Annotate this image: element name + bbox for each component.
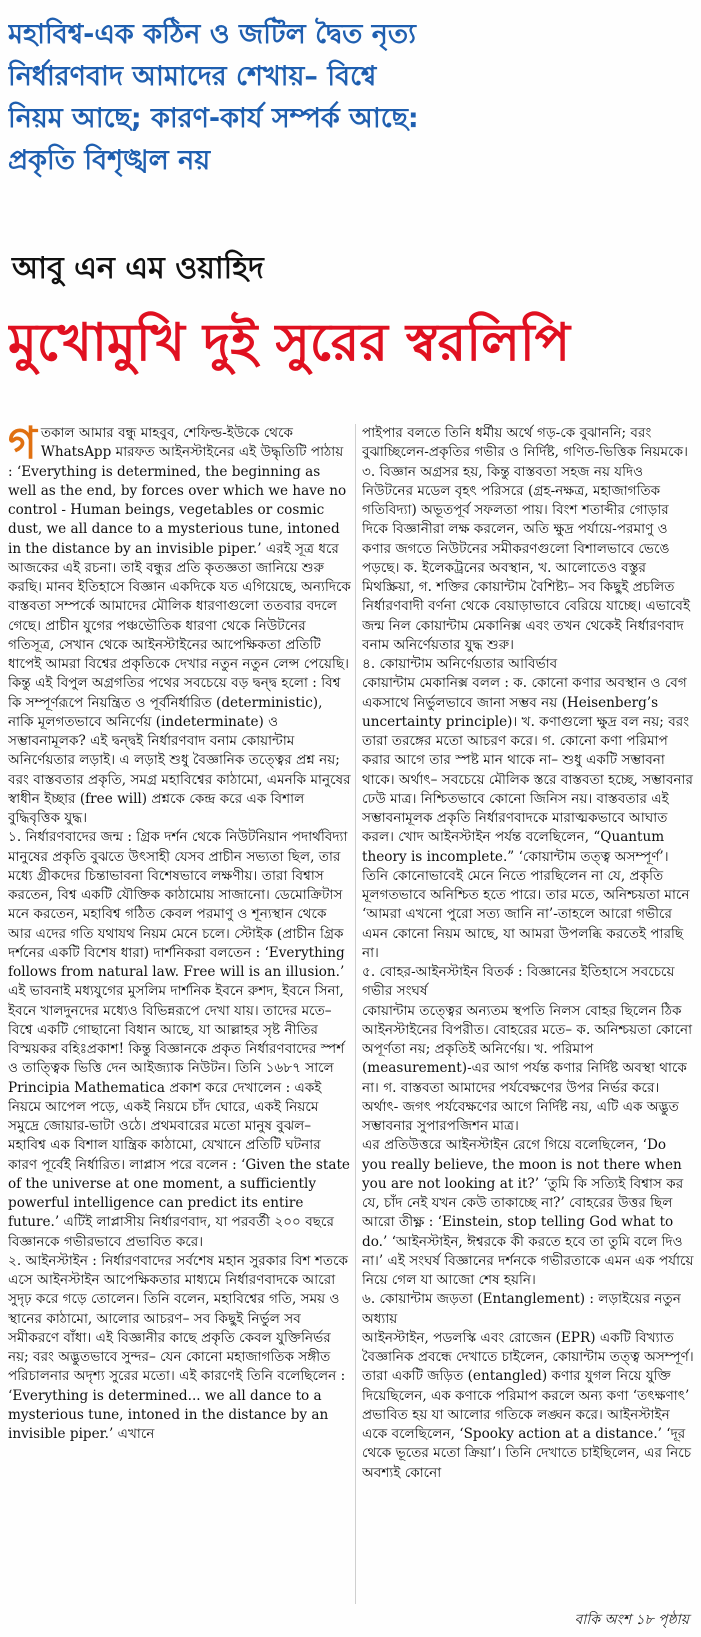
- paragraph: কোয়ান্টাম মেকানিক্স বলল : ক. কোনো কণার অবস্থান ও বেগ একসাথে নির্ভুলভাবে জানা সম্ভব নয় (Heisenberg’s uncertainty principle)। খ. কণাগুলো ক্ষুদ্র বল নয়; বরং তারা তরঙ্গের মতো আচরণ করে। গ. কোনো কণা পরিমাপ করার আগে তার স্পষ্ট মান থাকে না– শুধু একটি সম্ভাবনা থাকে। অর্থাৎ– সবচেয়ে মৌলিক স্তরে বাস্তবতা হচ্ছে, সম্ভাবনার ঢেউ মাত্র। নিশ্চিতভাবে কোনো জিনিস নয়। বাস্তবতার এই সম্ভাবনামূলক প্রকৃতি নির্ধারণবাদকে মারাত্মকভাবে আঘাত করল। খোদ আইনস্টাইন পর্যন্ত বলেছিলেন, “Quantum theory is incomplete.” ‘কোয়ান্টাম তত্ত্ব অসম্পূর্ণ’। তিনি কোনোভাবেই মেনে নিতে পারছিলেন না যে, প্রকৃতি মূলগতভাবে অনিশ্চিত হতে পারে। তার মতে, অনিশ্চয়তা মানে ‘আমরা এখনো পুরো সত্য জানি না’-তাহলে আরো গভীরে এমন কোনো নিয়ম আছে, যা আমরা উপলব্ধি করতেই পারছি না।: [362, 675, 693, 961]
- right-column: [362, 424, 694, 1594]
- paragraph: মানুষের প্রকৃতি বুঝতে উৎসাহী যেসব প্রাচীন সভ্যতা ছিল, তার মধ্যে গ্রীকদের চিন্তাভাবনা বিশেষভাবে লক্ষণীয়। তারা বিশ্বাস করতেন, বিশ্ব একটি যৌক্তিক কাঠামোয় সাজানো। ডেমোক্রিটাস মনে করতেন, মহাবিশ্ব গঠিত কেবল পরমাণু ও শূন্যস্থান থেকে আর এদের গতি যথাযথ নিয়ম মেনে চলে। স্টোইক (প্রাচীন গ্রিক দর্শনের একটি বিশেষ ধারা) দার্শনিকরা বলতেন : ‘Everything follows from natural law. Free will is an illusion.’: [8, 848, 345, 980]
- paragraph: ২. আইনস্টাইন : নির্ধারণবাদের সর্বশেষ মহান সুরকার বিশ শতকে এসে আইনস্টাইন আপেক্ষিকতার মাধ্যমে নির্ধারণবাদকে আরো সুদৃঢ় করে গড়ে তোলেন। তিনি বলেন, মহাবিশ্বের গতি, সময় ও স্থানের কাঠামো, আলোর আচরণ– সব কিছুই নির্ভুল সব সমীকরণে বাঁধা। এই বিজ্ঞানীর কাছে প্রকৃতি কেবল যুক্তিনির্ভর নয়; বরং অদ্ভুতভাবে সুন্দর– যেন কোনো মহাজাগতিক সঙ্গীত পরিচালনার অদৃশ্য সুরের মতো। এই কারণেই তিনি বলেছিলেন : ‘Everything is determined... we all dance to a mysterious tune, intoned in the distance by an invisible piper.’ এখানে: [8, 1252, 349, 1442]
- deck-line: প্রকৃতি বিশৃঙ্খল নয়: [8, 145, 211, 176]
- continued-on-page: বাকি অংশ ১৮ পৃষ্ঠায়: [574, 1612, 689, 1628]
- paragraph: এর প্রতিউত্তরে আইনস্টাইন রেগে গিয়ে বলেছিলেন, ‘Do you really believe, the moon is not there when you are not looking at it?’ ‘তুমি কি সত্যিই বিশ্বাস কর যে, চাঁদ নেই যখন কেউ তাকাচ্ছে না?’ বোহরের উত্তর ছিল আরো তীক্ষ্ণ : ‘Einstein, stop telling God what to do.’ ‘আইনস্টাইন, ঈশ্বরকে কী করতে হবে তা তুমি বলে দিও না।’ এই সংঘর্ষ বিজ্ঞানের দর্শনকে গভীরতাকে এমন এক পর্যায়ে নিয়ে গেল যা আজো শেষ হয়নি।: [362, 1137, 694, 1288]
- article-deck: [8, 14, 693, 182]
- paragraph: আইনস্টাইন, পডলস্কি এবং রোজেন (EPR) একটি বিখ্যাত বৈজ্ঞানিক প্রবন্ধে দেখাতে চাইলেন, কোয়ান্টাম তত্ত্ব অসম্পূর্ণ। তারা একটি জড়িত (entangled) কণার যুগল নিয়ে যুক্তি দিয়েছিলেন, এক কণাকে পরিমাপ করলে অন্য কণা ‘তৎক্ষণাৎ’ প্রভাবিত হয় যা আলোর গতিকে লঙ্ঘন করে। আইনস্টাইন একে বলেছিলেন, ‘Spooky action at a distance.’ ‘দূর থেকে ভূতের মতো ক্রিয়া’। তিনি দেখাতে চাইছিলেন, এর নিচে অবশ্যই কোনো: [362, 1329, 694, 1481]
- author-byline: আবু এন এম ওয়াহিদ: [12, 251, 264, 286]
- article-headline: মুখোমুখি দুই সুরের স্বরলিপি: [8, 313, 571, 373]
- paragraph: গতকাল আমার বন্ধু মাহবুব, শেফিল্ড-ইউকে থেকে WhatsApp মারফত আইনস্টাইনের এই উদ্ধৃতিটি পাঠায় : ‘Everything is determined, the beginning as well as the end, by forces over which we have no control - Human beings, vegetables or cosmic dust, we all dance to a mysterious tune, intoned in the distance by an invisible piper.’ এরই সূত্র ধরে আজকের এই রচনা। তাই বন্ধুর প্রতি কৃতজ্ঞতা জানিয়ে শুরু করছি। মানব ইতিহাসে বিজ্ঞান একদিকে যত এগিয়েছে, অন্যদিকে বাস্তবতা সম্পর্কে আমাদের মৌলিক ধারণাগুলো ততবার বদলে গেছে। প্রাচীন যুগের পঞ্চভৌতিক ধারণা থেকে নিউটনের গতিসূত্র, সেখান থেকে আইনস্টাইনের আপেক্ষিকতা প্রতিটি ধাপেই আমরা বিশ্বের প্রকৃতিকে দেখার নতুন নতুন লেন্স পেয়েছি। কিন্তু এই বিপুল অগ্রগতির পথের সবচেয়ে বড় দ্বন্দ্ব হলো : বিশ্ব কি সম্পূর্ণরূপে নিয়ন্ত্রিত ও পূর্বনির্ধারিত (deterministic), নাকি মূলগতভাবে অনির্ণেয় (indeterminate) ও সম্ভাবনামূলক? এই দ্বন্দ্বই নির্ধারণবাদ বনাম কোয়ান্টাম অনির্ণেয়তার লড়াই। এ লড়াই শুধু বৈজ্ঞানিক তত্ত্বের প্রশ্ন নয়; বরং বাস্তবতার প্রকৃতি, সমগ্র মহাবিশ্বের কাঠামো, এমনকি মানুষের স্বাধীন ইচ্ছার (free will) প্রশ্নকে কেন্দ্র করে এক বিশাল বুদ্ধিবৃত্তিক যুদ্ধ।: [8, 424, 351, 826]
- paragraph: পাইপার বলতে তিনি ধর্মীয় অর্থে গড়-কে বুঝাননি; বরং বুঝাচ্ছিলেন-প্রকৃতির গভীর ও নির্দিষ্ট, গণিত-ভিত্তিক নিয়মকে।: [362, 425, 688, 461]
- paragraph: ৩. বিজ্ঞান অগ্রসর হয়, কিন্তু বাস্তবতা সহজ নয় যদিও নিউটনের মডেল বৃহৎ পরিসরে (গ্রহ-নক্ষত্র, মহাজাগতিক গতিবিদ্যা) অভূতপূর্ব সফলতা পায়। বিংশ শতাব্দীর গোড়ার দিকে বিজ্ঞানীরা লক্ষ করলেন, অতি ক্ষুদ্র পর্যায়ে-পরমাণু ও কণার জগতে নিউটনের সমীকরণগুলো বিশালভাবে ভেঙে পড়ছে। ক. ইলেকট্রনের অবস্থান, খ. আলোতেও বস্তুর মিথস্ক্রিয়া, গ. শক্তির কোয়ান্টাম বৈশিষ্ট্য– সব কিছুই প্রচলিত নির্ধারণবাদী বর্ণনা থেকে বেয়াড়াভাবে বেরিয়ে যাচ্ছে। এভাবেই জন্ম নিল কোয়ান্টাম মেকানিক্স এবং তখন থেকেই নির্ধারণবাদ বনাম অনির্ণেয়তার যুদ্ধ শুরু।: [362, 463, 691, 653]
- deck-line: নিয়ম আছে; কারণ-কার্য সম্পর্ক আছে:: [8, 103, 419, 134]
- deck-line: নির্ধারণবাদ আমাদের শেখায়– বিশ্বে: [8, 61, 377, 92]
- drop-cap: গ: [8, 424, 37, 469]
- deck-line: মহাবিশ্ব-এক কঠিন ও জটিল দ্বৈত নৃত্য: [8, 19, 416, 50]
- left-column: [8, 424, 352, 1604]
- paragraph: কোয়ান্টাম তত্ত্বের অন্যতম স্থপতি নিলস বোহর ছিলেন ঠিক আইনস্টাইনের বিপরীত। বোহরের মতে– ক. অনিশ্চয়তা কোনো অপূর্ণতা নয়; প্রকৃতিই অনির্ণেয়। খ. পরিমাপ (measurement)-এর আগ পর্যন্ত কণার নির্দিষ্ট অবস্থা থাকে না। গ. বাস্তবতা আমাদের পর্যবেক্ষণের উপর নির্ভর করে। অর্থাৎ- জগৎ পর্যবেক্ষণের আগে নির্দিষ্ট নয়, এটি এক অদ্ভুত সম্ভাবনার সুপারপজিশন মাত্র।: [362, 1002, 693, 1134]
- section-heading: ৪. কোয়ান্টাম অনির্ণেয়তার আবির্ভাব: [362, 656, 558, 672]
- paragraph: এই ভাবনাই মধ্যযুগের মুসলিম দার্শনিক ইবনে রুশদ, ইবনে সিনা, ইবনে খালদুনদের মধ্যেও বিভিন্নরূপে দেখা যায়। তাদের মতে– বিশ্বে একটি গোছানো বিধান আছে, যা আল্লাহর সৃষ্ট নীতির বিস্ময়কর বহিঃপ্রকাশ! কিন্তু বিজ্ঞানকে প্রকৃত নির্ধারণবাদের স্পর্শ ও তাত্ত্বিক ভিত্তি দেন আইজ্যাক নিউটন। তিনি ১৬৮৭ সালে Principia Mathematica প্রকাশ করে দেখালেন : একই নিয়মে আপেল পড়ে, একই নিয়মে চাঁদ ঘোরে, একই নিয়মে সমুদ্রে জোয়ার-ভাটা ওঠে। প্রথমবারের মতো মানুষ বুঝল– মহাবিশ্ব এক বিশাল যান্ত্রিক কাঠামো, যেখানে প্রতিটি ঘটনার কারণ পূর্বেই নির্ধারিত। লাপ্লাস পরে বলেন : ‘Given the state of the universe at one moment, a sufficiently powerful intelligence can predict its entire future.’ এটিই লাপ্লাসীয় নির্ধারণবাদ, যা পরবর্তী ২০০ বছরে বিজ্ঞানকে গভীরভাবে প্রভাবিত করে।: [8, 983, 350, 1250]
- section-heading: ৫. বোহর-আইনস্টাইন বিতর্ক : বিজ্ঞানের ইতিহাসে সবচেয়ে গভীর সংঘর্ষ: [362, 964, 675, 1000]
- section-heading: ১. নির্ধারণবাদের জন্ম : গ্রিক দর্শন থেকে নিউটনিয়ান পদার্থবিদ্যা: [8, 829, 348, 846]
- section-heading: ৬. কোয়ান্টাম জড়তা (Entanglement) : লড়াইয়ের নতুন অধ্যায়: [362, 1291, 681, 1327]
- column-divider: [355, 424, 356, 1604]
